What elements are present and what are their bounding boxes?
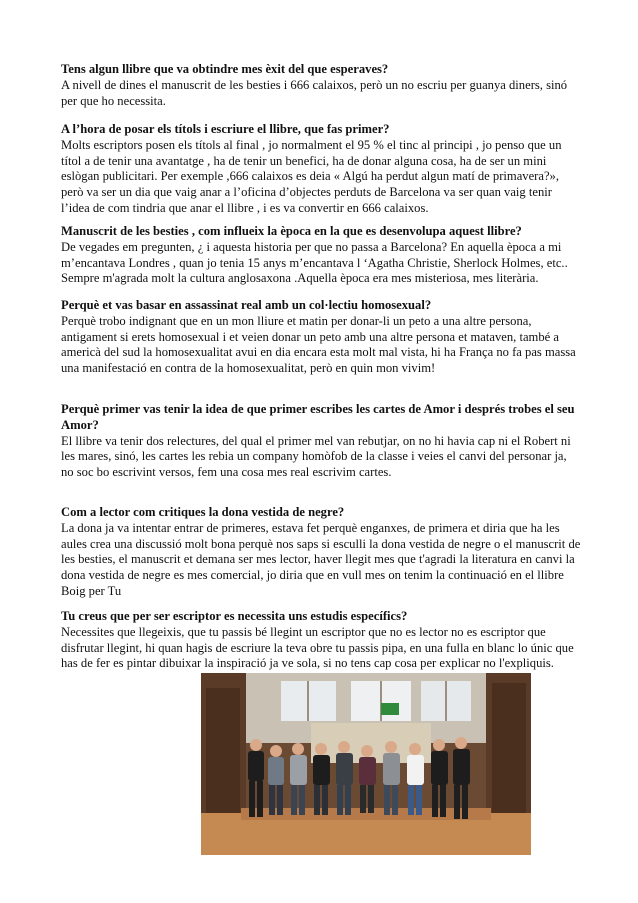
answer-1: A nivell de dines el manuscrit de les besties i 666 calaixos, però un no escriu per guanya diners, sinó per que ho necessita.	[61, 77, 568, 108]
group-photo-icon	[201, 673, 531, 855]
question-7: Tu creus que per ser escriptor es necessita uns estudis específics?	[61, 609, 408, 623]
qa-section-2	[61, 122, 581, 217]
group-photo	[201, 673, 531, 855]
qa-section-3	[61, 224, 581, 287]
question-3: Manuscrit de les besties , com influeix la època en la que es desenvolupa aquest llibre?	[61, 224, 522, 238]
qa-section-1	[61, 62, 581, 109]
question-4: Perquè et vas basar en assassinat real amb un col·lectiu homosexual?	[61, 298, 432, 312]
answer-2: Molts escriptors posen els títols al final , jo normalment el 95 % el tinc al principi , jo penso que un títol a de tenir una avantatge , ha de tenir un benefici, ha de donar alguna cosa, ha de ser un mini eslògan publicitari. Per exemple ,666 calaixos es deia « Algú ha perdut algun matí de primavera?», però va ser un dia que vaig anar a l’oficina d’objectes perduts de Barcelona va ser quan vaig tenir l’idea de com tindria que anar el llibre , i es va convertir en 666 calaixos.	[61, 137, 562, 215]
qa-section-4	[61, 298, 581, 377]
answer-6: La dona ja va intentar entrar de primeres, estava fet perquè enganxes, de primera et diria que ha les aules crea una discussió molt bona perquè nos saps si esculli la dona vestida de negre o el manuscrit de les besties, el manuscrit et demana ser mes lector, haver llegit mes que t'agradi la literatura en canvi la dona vestida de negre es mes comercial, jo diria que en vull mes on tenim la continuació en el llibre Boig per Tu	[61, 520, 581, 598]
answer-3: De vegades em pregunten, ¿ i aquesta historia per que no passa a Barcelona? En aquella època a mi m’encantava Londres , quan jo tenia 15 anys m’encantava l ‘Agatha Christie, Sherlock Holmes, etc.. Sempre m'agrada molt la cultura anglosaxona .Aquella època era mes misteriosa, mes literària.	[61, 239, 568, 286]
qa-section-7	[61, 609, 581, 672]
answer-4: Perquè trobo indignant que en un mon lliure et matin per donar-li un peto a una altre persona, antigament si erets homosexual i et veien donar un peto amb una altre persona et mataven, també a americà del sud la homosexualitat avui en dia encara esta molt mal vista, hi ha França no fa pas massa una manifestació en contra de la homosexualitat, però en quin mon vivim!	[61, 313, 576, 376]
question-2: A l’hora de posar els títols i escriure el llibre, que fas primer?	[61, 122, 390, 136]
question-5: Perquè primer vas tenir la idea de que primer escribes les cartes de Amor i després trobes el seu Amor?	[61, 402, 575, 432]
question-6: Com a lector com critiques la dona vestida de negre?	[61, 505, 345, 519]
qa-section-6	[61, 505, 581, 600]
question-1: Tens algun llibre que va obtindre mes èxit del que esperaves?	[61, 62, 389, 76]
answer-5: El llibre va tenir dos relectures, del qual el primer mel van rebutjar, on no hi havia cap ni el Robert ni les mares, sinó, les cartes les rebia un company homòfob de la classe i veies el canvi del personar ja, no soc bo escrivint versos, fem una cosa mes real escrivim cartes.	[61, 433, 571, 480]
answer-7: Necessites que llegeixis, que tu passis bé llegint un escriptor que no es lector no es escriptor que disfrutar llegint, hi quan hagis de escriure la teva obre tu passis pipa, en una fulla en blanc lo únic que has de fer es pintar dibuixar la inspiració ja ve sola, si no tens cap cosa per explicar no l'expliquis.	[61, 624, 574, 671]
qa-section-5	[61, 402, 581, 481]
